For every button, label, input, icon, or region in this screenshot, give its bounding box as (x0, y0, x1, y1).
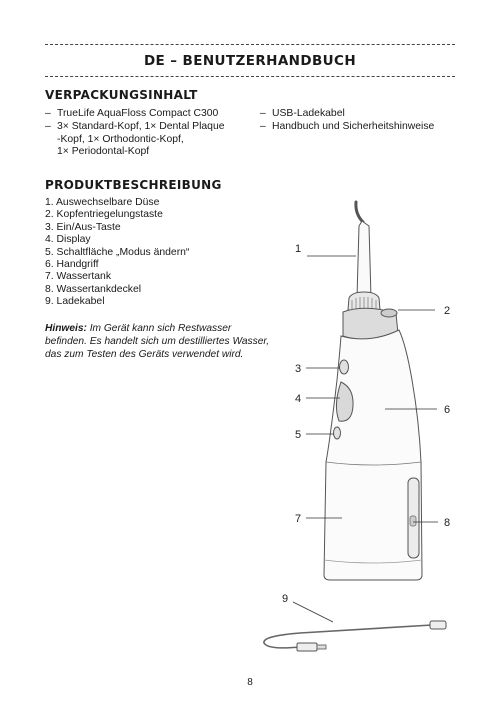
handle-body (324, 330, 422, 580)
tank-cap-latch (410, 516, 416, 526)
magnetic-connector (430, 621, 446, 629)
nozzle-tip (356, 202, 363, 222)
callout-label-4: 4 (295, 393, 302, 405)
list-bullet: – (45, 108, 51, 119)
part-item: 8. Wassertankdeckel (45, 283, 142, 295)
callout-label-9: 9 (282, 593, 289, 605)
usb-connector (297, 643, 317, 651)
list-item-line: Handbuch und Sicherheitshinweise (272, 120, 435, 132)
callout-label-7: 7 (295, 513, 302, 525)
list-item-line: TrueLife AquaFloss Compact C300 (57, 108, 219, 119)
list-bullet: – (260, 120, 266, 132)
description-heading: PRODUKTBESCHREIBUNG (45, 178, 222, 192)
callout-label-5: 5 (295, 429, 302, 441)
callout-label-3: 3 (295, 363, 302, 375)
part-item: 7. Wassertank (45, 271, 112, 283)
callout-label-2: 2 (444, 305, 451, 317)
callout-label-1: 1 (295, 243, 302, 255)
list-bullet: – (45, 120, 51, 132)
head-release-button (381, 309, 397, 317)
part-item: 9. Ladekabel (45, 296, 105, 308)
part-item: 4. Display (45, 234, 91, 246)
package-heading: VERPACKUNGSINHALT (45, 88, 198, 102)
list-item-line: 3× Standard-Kopf, 1× Dental Plaque (57, 120, 225, 132)
page-number: 8 (247, 677, 253, 688)
nozzle-tube (357, 221, 371, 298)
mode-button (334, 427, 341, 439)
note-label: Hinweis: (45, 323, 87, 334)
list-item-line: -Kopf, 1× Orthodontic-Kopf, (57, 133, 184, 145)
callout-line-9 (293, 602, 333, 622)
list-item-line: 1× Periodontal-Kopf (57, 146, 150, 158)
charging-cable (264, 625, 432, 648)
note-text: Im Gerät kann sich Restwasser befinden. Es handelt sich um destilliertes Wasser, das zum Testen des Geräts verwendet wird. (45, 323, 270, 360)
part-item: 3. Ein/Aus-Taste (45, 221, 121, 233)
part-item: 6. Handgriff (45, 259, 99, 271)
part-item: 5. Schaltfläche „Modus ändern“ (45, 246, 190, 258)
part-item: 2. Kopfentriegelungstaste (45, 209, 163, 221)
power-button (340, 360, 349, 374)
list-item-line: USB-Ladekabel (272, 108, 345, 119)
callout-label-8: 8 (444, 517, 451, 529)
page-title: DE – BENUTZERHANDBUCH (143, 53, 357, 69)
list-bullet: – (260, 108, 266, 119)
part-item: 1. Auswechselbare Düse (45, 197, 160, 208)
callout-label-6: 6 (444, 404, 451, 416)
usb-plug (317, 645, 326, 649)
